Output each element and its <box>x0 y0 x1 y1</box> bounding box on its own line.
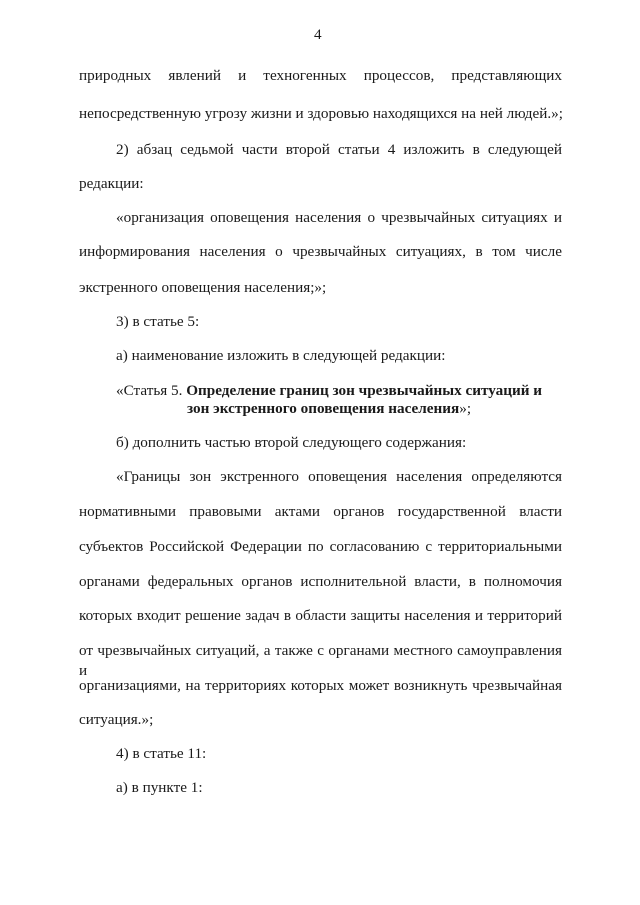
text-line: 2) абзац седьмой части второй статьи 4 изложить в следующей <box>116 141 562 158</box>
article-heading-line <box>187 399 471 419</box>
text-line: «Границы зон экстренного оповещения населения определяются <box>116 468 562 485</box>
text-line: а) в пункте 1: <box>116 779 203 796</box>
article-suffix: »; <box>459 400 472 417</box>
text-line: б) дополнить частью второй следующего содержания: <box>116 434 467 451</box>
text-line: органами федеральных органов исполнительной власти, в полномочия <box>79 573 562 590</box>
text-line: редакции: <box>79 175 144 192</box>
text-line: организациями, на территориях которых может возникнуть чрезвычайная <box>79 677 562 694</box>
text-line: нормативными правовыми актами органов государственной власти <box>79 503 562 520</box>
text-line: «организация оповещения населения о чрезвычайных ситуациях и <box>116 209 562 226</box>
text-line: природных явлений и техногенных процессов, представляющих <box>79 67 562 84</box>
article-title-bold: Определение границ зон чрезвычайных ситуаций и <box>186 382 543 399</box>
article-prefix: «Статья 5. <box>116 382 187 399</box>
page-number: 4 <box>314 26 322 43</box>
article-heading-line <box>116 381 542 401</box>
text-line: экстренного оповещения населения;»; <box>79 279 327 296</box>
text-line: а) наименование изложить в следующей редакции: <box>116 347 446 364</box>
text-line: 3) в статье 5: <box>116 313 200 330</box>
text-line: непосредственную угрозу жизни и здоровью находящихся на ней людей.»; <box>79 105 563 122</box>
text-line: информирования населения о чрезвычайных ситуациях, в том числе <box>79 243 562 260</box>
text-line: 4) в статье 11: <box>116 745 207 762</box>
article-title-bold: зон экстренного оповещения населения <box>187 400 460 417</box>
text-line: субъектов Российской Федерации по согласованию с территориальными <box>79 538 562 555</box>
text-line: ситуация.»; <box>79 711 154 728</box>
text-line: которых входит решение задач в области защиты населения и территорий <box>79 607 562 624</box>
text-line: от чрезвычайных ситуаций, а также с органами местного самоуправления и <box>79 642 562 679</box>
